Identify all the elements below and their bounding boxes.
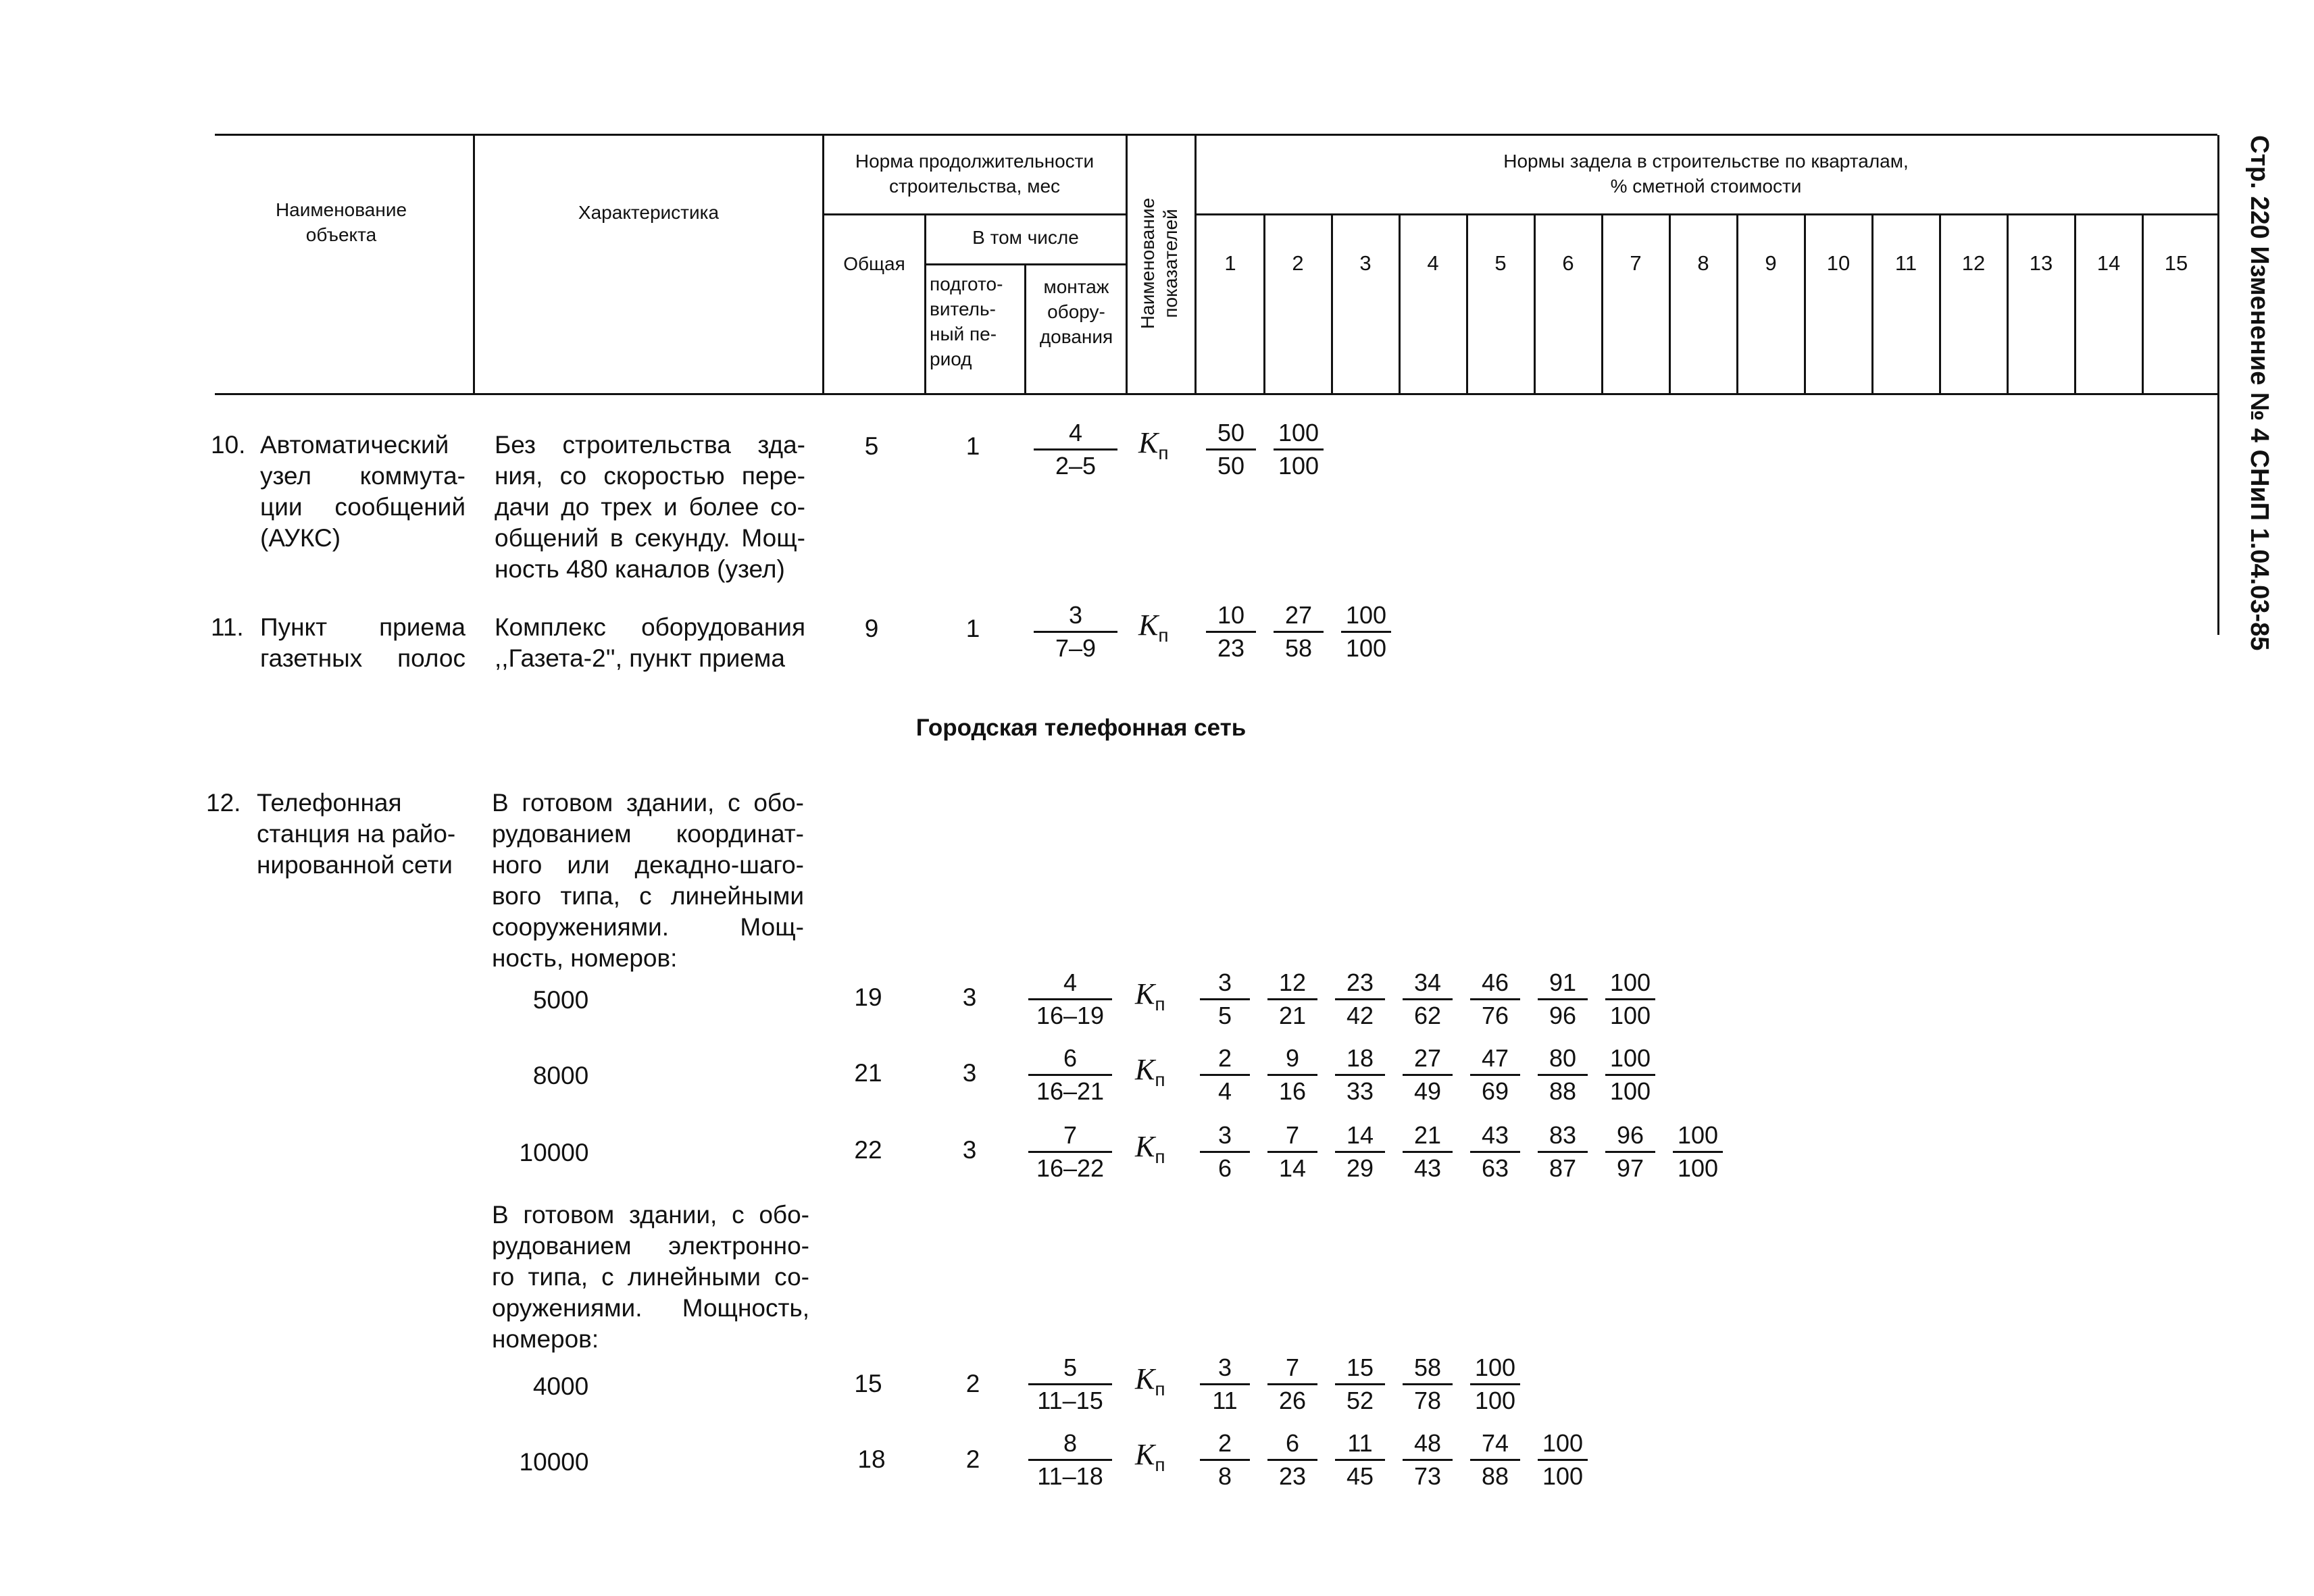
quarter-value: $\frac{23}{42}$ <box>1335 967 1385 1031</box>
quarter-value: $\frac{27}{58}$ <box>1274 600 1324 664</box>
mounting-fraction: 6 16–21 <box>1028 1043 1112 1107</box>
quarter-value: $\frac{34}{62}$ <box>1403 967 1453 1031</box>
object-name: Автоматический узел коммута- ции сообщений (АУКС) <box>260 431 466 552</box>
quarter-value: $\frac{27}{49}$ <box>1403 1043 1453 1107</box>
quarter-value: $\frac{48}{73}$ <box>1403 1428 1453 1492</box>
object-name: Телефонная станция на райо- нированной сети <box>257 789 456 879</box>
quarter-value: $\frac{3}{5}$ <box>1200 967 1250 1031</box>
indicator-kp: $K_п$ <box>1135 977 1165 1014</box>
mounting-fraction: 8 11–18 <box>1028 1428 1112 1492</box>
characteristic: Комплекс оборудования ,,Газета-2'', пункт приема <box>495 613 805 672</box>
total-duration: 22 <box>854 1136 882 1164</box>
side-note-text: Стр. 220 Изменение № 4 СНиП 1.04.03-85 <box>2245 135 2273 651</box>
header-preparatory: подгото- витель- ный пе- риод <box>930 274 1003 369</box>
capacity: 8000 <box>532 1062 589 1089</box>
indicator-kp: $K_п$ <box>1135 1438 1165 1475</box>
quarter-value: $\frac{3}{6}$ <box>1200 1120 1250 1184</box>
mounting-fraction: 4 16–19 <box>1028 967 1112 1031</box>
quarter-value: $\frac{11}{45}$ <box>1335 1428 1385 1492</box>
mounting-fraction: 5 11–15 <box>1028 1352 1112 1416</box>
quarter-value: $\frac{100}{100}$ <box>1605 1043 1655 1107</box>
side-note-rule <box>2217 135 2219 635</box>
row-number: 10. <box>211 431 246 459</box>
total-duration: 18 <box>857 1445 886 1473</box>
preparatory-period: 1 <box>965 615 980 642</box>
capacity: 10000 <box>519 1139 589 1166</box>
side-note <box>2236 135 2277 651</box>
total-duration: 21 <box>854 1059 882 1087</box>
mounting-fraction: 3 7–9 <box>1034 600 1117 664</box>
quarter-value: $\frac{14}{29}$ <box>1335 1120 1385 1184</box>
quarter-value: $\frac{7}{26}$ <box>1267 1352 1317 1416</box>
preparatory-period: 3 <box>962 1059 977 1087</box>
quarter-value: $\frac{3}{11}$ <box>1200 1352 1250 1416</box>
quarter-value: $\frac{100}{100}$ <box>1341 600 1391 664</box>
quarter-value: $\frac{12}{21}$ <box>1267 967 1317 1031</box>
row-number: 12. <box>206 789 241 817</box>
quarter-value: $\frac{96}{97}$ <box>1605 1120 1655 1184</box>
quarter-value: $\frac{7}{14}$ <box>1267 1120 1317 1184</box>
section-title: Городская телефонная сеть <box>915 715 1247 741</box>
quarter-value: $\frac{74}{88}$ <box>1470 1428 1520 1492</box>
header-mounting: монтаж обору- дования <box>1039 276 1113 347</box>
indicator-kp: $K_п$ <box>1138 609 1169 646</box>
characteristic: В готовом здании, с обо- рудованием координат- ного или декадно-шаго- вого типа, с линейными сооружениями. Мощ- ность, номеров: <box>492 789 804 972</box>
quarter-value: $\frac{100}{100}$ <box>1538 1428 1588 1492</box>
total-duration: 19 <box>854 983 882 1011</box>
capacity: 4000 <box>532 1372 589 1400</box>
indicator-kp: $K_п$ <box>1135 1130 1165 1167</box>
quarter-value: $\frac{46}{76}$ <box>1470 967 1520 1031</box>
quarter-value: $\frac{2}{8}$ <box>1200 1428 1250 1492</box>
quarter-value: $\frac{18}{33}$ <box>1335 1043 1385 1107</box>
header-norm-duration: Норма продолжительности строительства, мес <box>855 151 1095 197</box>
quarter-value: $\frac{10}{23}$ <box>1206 600 1256 664</box>
quarter-value: $\frac{9}{16}$ <box>1267 1043 1317 1107</box>
quarter-value: $\frac{2}{4}$ <box>1200 1043 1250 1107</box>
indicator-kp: $K_п$ <box>1135 1362 1165 1399</box>
total-duration: 5 <box>864 432 879 460</box>
mounting-fraction: 7 16–22 <box>1028 1120 1112 1184</box>
quarter-value: $\frac{47}{69}$ <box>1470 1043 1520 1107</box>
quarter-value: $\frac{100}{100}$ <box>1605 967 1655 1031</box>
total-duration: 9 <box>864 615 879 642</box>
preparatory-period: 3 <box>962 1136 977 1164</box>
quarter-value: $\frac{100}{100}$ <box>1470 1352 1520 1416</box>
header-characteristic: Характеристика <box>578 202 720 223</box>
row-number: 11. <box>211 613 244 641</box>
header-quarters-title: Нормы задела в строительстве по кварталам, % сметной стоимости <box>1503 151 1909 197</box>
quarter-value: $\frac{15}{52}$ <box>1335 1352 1385 1416</box>
quarter-value: $\frac{100}{100}$ <box>1274 417 1324 482</box>
characteristic: Без строительства зда- ния, со скоростью пере- дачи до трех и более со- общений в секунду. Мощ- ность 480 каналов (узел) <box>495 431 805 583</box>
header-including: В том числе <box>972 227 1079 248</box>
quarter-value: $\frac{21}{43}$ <box>1403 1120 1453 1184</box>
quarter-value: $\frac{80}{88}$ <box>1538 1043 1588 1107</box>
object-name: Пункт приема газетных полос <box>260 613 466 672</box>
indicator-kp: $K_п$ <box>1138 426 1169 463</box>
header-object: Наименование объекта <box>275 199 407 245</box>
quarter-value: $\frac{50}{50}$ <box>1206 417 1256 482</box>
header-indicator: Наименование показателей <box>1137 197 1181 330</box>
quarter-value: $\frac{43}{63}$ <box>1470 1120 1520 1184</box>
quarter-value: $\frac{6}{23}$ <box>1267 1428 1317 1492</box>
quarter-value: $\frac{100}{100}$ <box>1673 1120 1723 1184</box>
preparatory-period: 1 <box>965 432 980 460</box>
mounting-fraction: 4 2–5 <box>1034 417 1117 482</box>
preparatory-period: 3 <box>962 983 977 1011</box>
indicator-kp: $K_п$ <box>1135 1053 1165 1090</box>
quarter-value: $\frac{91}{96}$ <box>1538 967 1588 1031</box>
total-duration: 15 <box>854 1370 882 1397</box>
capacity: 10000 <box>519 1448 589 1476</box>
capacity: 5000 <box>532 986 589 1014</box>
preparatory-period: 2 <box>965 1370 980 1397</box>
header-total: Общая <box>843 253 905 274</box>
quarter-value: $\frac{83}{87}$ <box>1538 1120 1588 1184</box>
characteristic: В готовом здании, с обо- рудованием электронно- го типа, с линейными со- оружениями. Мощность, номеров: <box>492 1201 809 1353</box>
quarter-value: $\frac{58}{78}$ <box>1403 1352 1453 1416</box>
preparatory-period: 2 <box>965 1445 980 1473</box>
